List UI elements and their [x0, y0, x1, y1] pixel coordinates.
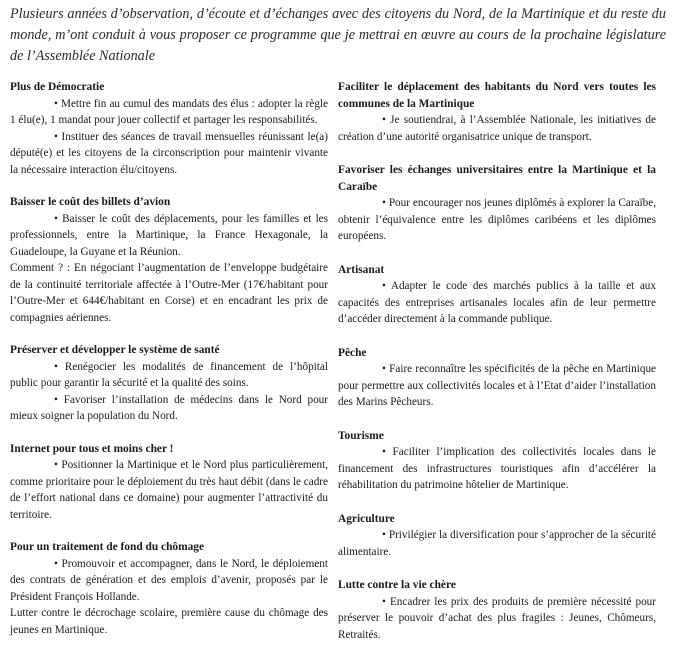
section-echanges-universitaires [338, 162, 656, 245]
section-heading: Internet pour tous et moins cher ! [10, 442, 174, 455]
bullet-paragraph: • Promouvoir et accompagner, dans le Nord, le déploiement des contrats de génération et des emplois d’avenir, proposés par le Président François Hollande. [10, 557, 328, 603]
section-peche [338, 345, 656, 411]
bullet-paragraph: • Positionner la Martinique et le Nord plus particulièrement, comme prioritaire pour le déploiement du très haut débit (dans le cadre de l’effort national dans ce domaine) pour augmenter l’attractivité du territoire. [10, 459, 328, 521]
bullet-paragraph: • Faciliter l’implication des collectivités locales dans le financement des infrastructures touristiques afin d’accélérer la réhabilitation du patrimoine hôtelier de Martinique. [338, 446, 656, 491]
plain-paragraph: Comment ? : En négociant l’augmentation de l’enveloppe budgétaire de la continuité territoriale affectée à l’Outre-Mer (17€/habitant pour l’Outre-Mer et 644€/habitant en Corse) et en encadrant les prix de compagnies aériennes. [10, 262, 328, 324]
section-democratie [10, 79, 328, 178]
bullet-paragraph: • Privilégier la diversification pour s’approcher de la sécurité alimentaire. [338, 529, 656, 558]
bullet-paragraph: • Mettre fin au cumul des mandats des élus : adopter la règle 1 élu(e), 1 mandat pour jouer collectif et partager les responsabilités. [10, 97, 328, 126]
bullet-paragraph: • Renégocier les modalités de financement de l’hôpital public pour garantir la sécurité et la qualité des soins. [10, 360, 328, 389]
section-artisanat [338, 262, 656, 328]
bullet-paragraph: • Pour encourager nos jeunes diplômés à explorer la Caraïbe, obtenir l’équivalence entre les diplômes caribéens et les diplômes européens. [338, 197, 656, 242]
section-tourisme [338, 428, 656, 494]
section-heading: Faciliter le déplacement des habitants du Nord vers toutes les communes de la Martinique [338, 81, 656, 110]
section-agriculture [338, 511, 656, 561]
left-column [10, 79, 328, 638]
section-heading: Baisser le coût des billets d’avion [10, 196, 171, 208]
right-column [338, 79, 656, 643]
bullet-paragraph: • Faire reconnaître les spécificités de la pêche en Martinique pour permettre aux collectivités locales et à l’Etat d’aider l’installation des Marins Pêcheurs. [338, 363, 656, 408]
section-deplacement [338, 79, 656, 145]
section-heading: Artisanat [338, 263, 385, 276]
bullet-paragraph: • Instituer des séances de travail mensuelles réunissant le(a) député(e) et les citoyens de la circonscription pour maintenir vivante la nécessaire interaction élu/citoyens. [10, 130, 328, 176]
intro-paragraph: Plusieurs années d’observation, d’écoute et d’échanges avec des citoyens du Nord, de la Martinique et du reste du monde, m’ont conduit à vous proposer ce programme que je mettrai en œuvre au cours de la prochaine législature de l’Assemblée Nationale [10, 6, 666, 64]
bullet-paragraph: • Baisser le coût des déplacements, pour les familles et les professionnels, entre la Martinique, la France Hexagonale, la Guadeloupe, la Guyane et la Réunion. [10, 212, 328, 258]
section-internet [10, 441, 328, 524]
bullet-paragraph: • Favoriser l’installation de médecins dans le Nord pour mieux soigner la population du Nord. [10, 393, 328, 422]
section-vie-chere [338, 577, 656, 643]
section-heading: Pêche [338, 346, 367, 359]
section-heading: Lutte contre la vie chère [338, 579, 456, 591]
section-heading: Pour un traitement de fond du chômage [10, 541, 205, 553]
section-heading: Agriculture [338, 512, 395, 525]
section-sante [10, 342, 328, 425]
section-heading: Plus de Démocratie [10, 81, 105, 93]
bullet-paragraph: • Encadrer les prix des produits de première nécessité pour préserver le pouvoir d’achat des plus fragiles : Jeunes, Chômeurs, Retraités. [338, 595, 656, 641]
bullet-paragraph: • Je soutiendrai, à l’Assemblée Nationale, les initiatives de création d’une autorité organisatrice unique de transport. [338, 114, 656, 143]
section-heading: Préserver et développer le système de santé [10, 344, 220, 356]
section-heading: Tourisme [338, 429, 384, 442]
section-billets-avion [10, 194, 328, 326]
section-heading: Favoriser les échanges universitaires entre la Martinique et la Caraïbe [338, 164, 656, 193]
section-chomage [10, 539, 328, 638]
plain-paragraph: Lutter contre le décrochage scolaire, première cause du chômage des jeunes en Martinique. [10, 607, 328, 636]
bullet-paragraph: • Adapter le code des marchés publics à la taille et aux capacités des entreprises artisanales locales afin de leur permettre d’accéder directement à la commande publique. [338, 280, 656, 325]
